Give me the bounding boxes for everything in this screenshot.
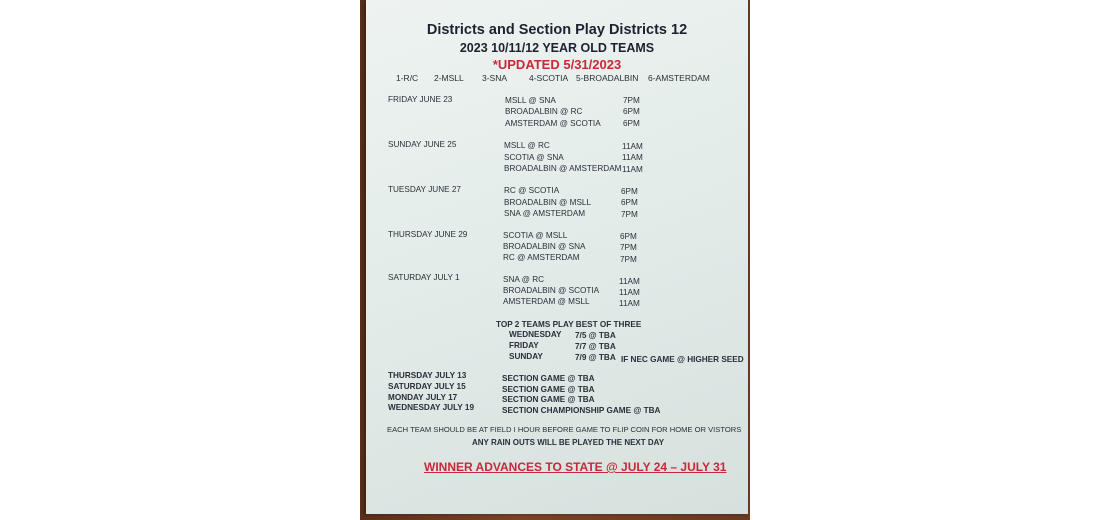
playoff-day: SUNDAY <box>509 352 543 361</box>
game-time: 6PM <box>621 187 638 196</box>
winner-banner: WINNER ADVANCES TO STATE @ JULY 24 – JULY 31 <box>424 460 727 474</box>
game-match: AMSTERDAM @ MSLL <box>503 297 590 306</box>
team-legend-4: 4-SCOTIA <box>529 73 569 83</box>
playoff-date: 7/7 @ TBA <box>575 342 616 351</box>
sheet-subtitle: 2023 10/11/12 YEAR OLD TEAMS <box>459 41 655 55</box>
game-match: BROADALBIN @ MSLL <box>504 198 592 207</box>
day-label: THURSDAY JUNE 29 <box>388 230 468 239</box>
game-time: 6PM <box>623 119 640 128</box>
game-time: 11AM <box>619 277 640 286</box>
day-label: SATURDAY JULY 1 <box>388 273 460 282</box>
day-label: FRIDAY JUNE 23 <box>388 95 453 104</box>
game-time: 7PM <box>621 210 638 219</box>
playoff-note: IF NEC GAME @ HIGHER SEED <box>621 355 744 364</box>
playoff-day: WEDNESDAY <box>509 330 562 339</box>
section-day: SATURDAY JULY 15 <box>388 382 466 391</box>
section-day: WEDNESDAY JULY 19 <box>388 403 475 412</box>
game-time: 11AM <box>619 299 640 308</box>
game-time: 7PM <box>620 243 637 252</box>
game-match: BROADALBIN @ SNA <box>503 242 586 251</box>
game-match: MSLL @ RC <box>504 141 550 150</box>
photo-backdrop <box>360 0 750 520</box>
game-match: RC @ AMSTERDAM <box>503 253 580 262</box>
section-day: MONDAY JULY 17 <box>388 393 458 402</box>
game-time: 11AM <box>622 165 643 174</box>
section-game: SECTION GAME @ TBA <box>502 385 595 394</box>
game-match: SNA @ AMSTERDAM <box>504 209 586 218</box>
sheet-title: Districts and Section Play Districts 12 <box>426 22 688 38</box>
game-match: BROADALBIN @ AMSTERDAM <box>504 164 622 173</box>
game-match: SNA @ RC <box>503 275 545 284</box>
game-time: 7PM <box>623 96 640 105</box>
playoff-day: FRIDAY <box>509 341 539 350</box>
game-time: 6PM <box>623 107 640 116</box>
game-time: 11AM <box>622 153 643 162</box>
game-match: RC @ SCOTIA <box>504 186 560 195</box>
schedule-sheet <box>366 0 748 514</box>
team-legend-5: 5-BROADALBIN <box>576 73 639 83</box>
playoff-heading: TOP 2 TEAMS PLAY BEST OF THREE <box>496 320 642 329</box>
rainout-note: ANY RAIN OUTS WILL BE PLAYED THE NEXT DAY <box>472 438 665 447</box>
updated-note: *UPDATED 5/31/2023 <box>492 57 622 72</box>
game-match: MSLL @ SNA <box>505 96 556 105</box>
section-game: SECTION GAME @ TBA <box>502 395 595 404</box>
playoff-date: 7/5 @ TBA <box>575 331 616 340</box>
game-time: 7PM <box>620 255 637 264</box>
day-label: TUESDAY JUNE 27 <box>388 185 461 194</box>
arrival-note: EACH TEAM SHOULD BE AT FIELD I HOUR BEFORE GAME TO FLIP COIN FOR HOME OR VISTORS <box>387 425 742 434</box>
playoff-date: 7/9 @ TBA <box>575 353 616 362</box>
team-legend-1: 1-R/C <box>396 73 419 83</box>
team-legend-2: 2-MSLL <box>434 73 464 83</box>
game-time: 6PM <box>620 232 637 241</box>
section-day: THURSDAY JULY 13 <box>388 371 467 380</box>
game-time: 11AM <box>619 288 640 297</box>
game-time: 11AM <box>622 142 643 151</box>
game-match: SCOTIA @ SNA <box>504 153 564 162</box>
game-match: BROADALBIN @ RC <box>505 107 583 116</box>
section-game: SECTION CHAMPIONSHIP GAME @ TBA <box>502 406 661 415</box>
team-legend-6: 6-AMSTERDAM <box>648 73 710 83</box>
section-game: SECTION GAME @ TBA <box>502 374 595 383</box>
game-match: SCOTIA @ MSLL <box>503 231 568 240</box>
day-label: SUNDAY JUNE 25 <box>388 140 457 149</box>
game-match: AMSTERDAM @ SCOTIA <box>505 119 601 128</box>
game-time: 6PM <box>621 198 638 207</box>
game-match: BROADALBIN @ SCOTIA <box>503 286 600 295</box>
team-legend-3: 3-SNA <box>482 73 508 83</box>
